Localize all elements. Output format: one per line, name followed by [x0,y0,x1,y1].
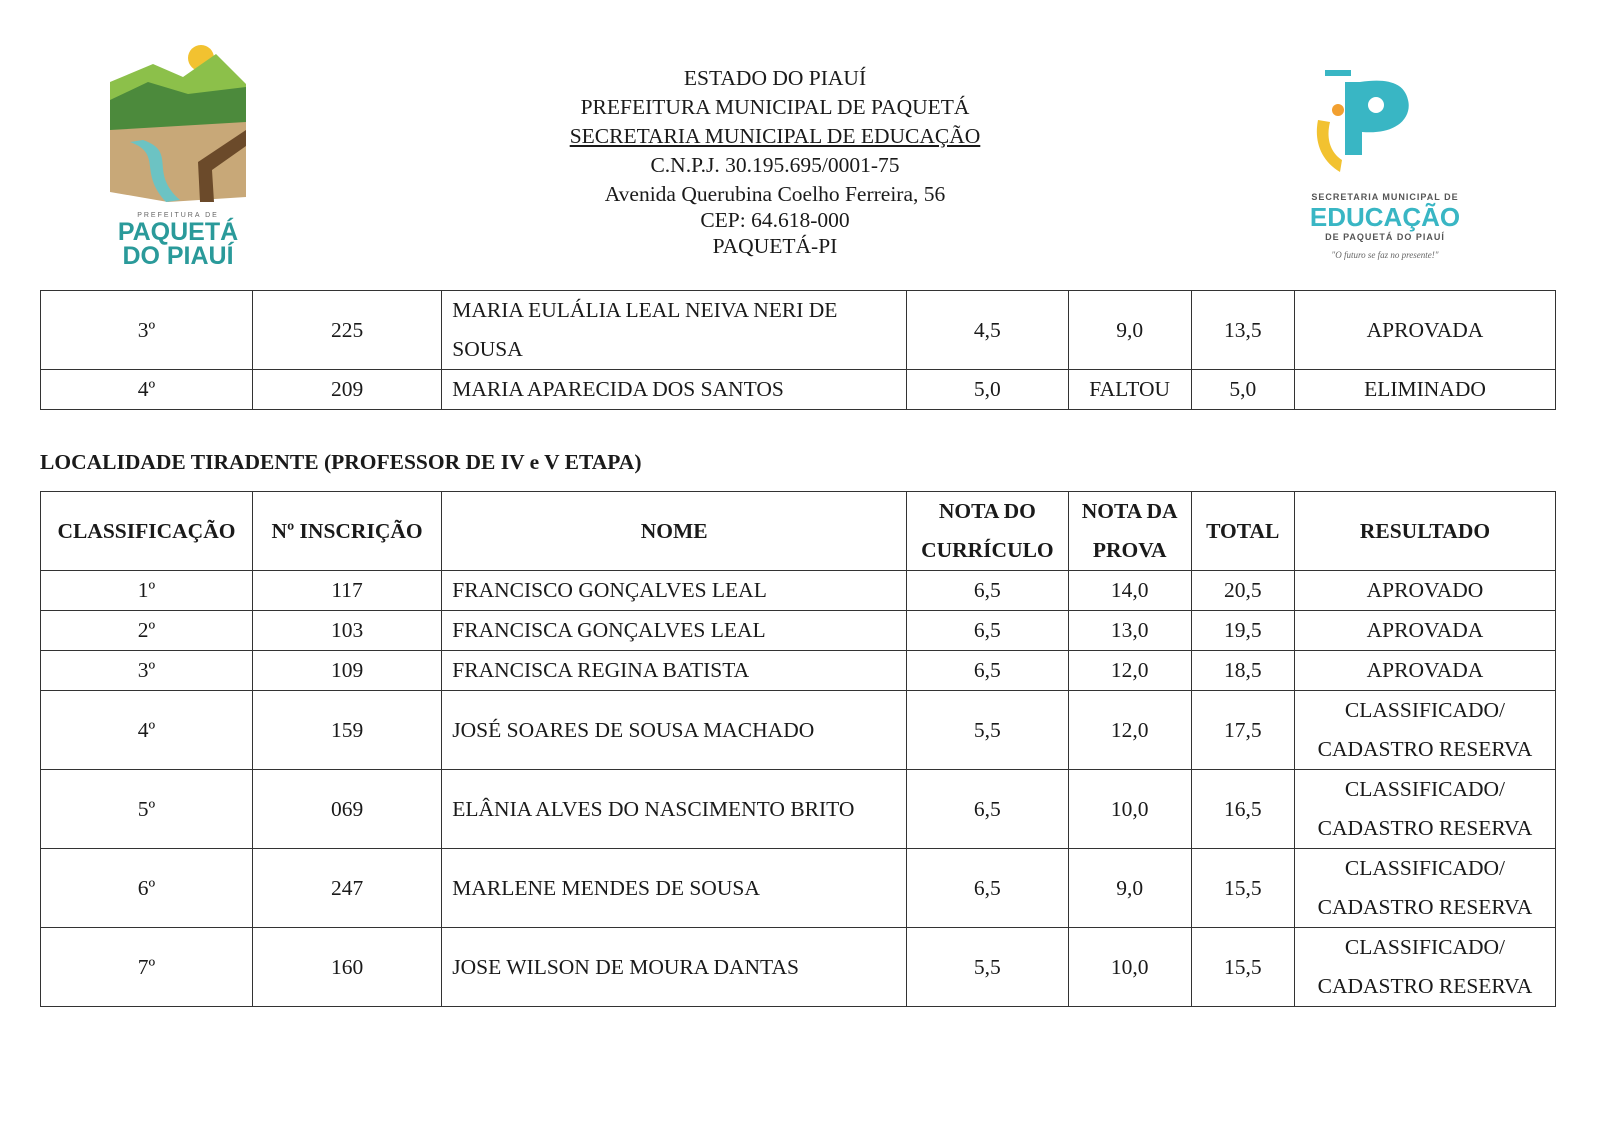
cell-inscricao: 117 [252,571,441,611]
cell-total: 16,5 [1191,770,1294,849]
table-row [41,651,1556,691]
table-row [41,770,1556,849]
cell-total: 17,5 [1191,691,1294,770]
header-prova [1068,492,1191,571]
cell-resultado [1294,651,1555,691]
cell-nome-line2: SOUSA [452,337,523,361]
cell-prova: 14,0 [1068,571,1191,611]
cell-resultado-line1: CLASSIFICADO/ [1344,935,1506,959]
cell-classificacao: 4º [41,691,253,770]
table-row [41,849,1556,928]
cell-curriculo: 6,5 [907,770,1069,849]
header-inscricao: Nº INSCRIÇÃO [252,492,441,571]
cell-prova: FALTOU [1068,370,1191,410]
cell-resultado [1294,770,1555,849]
cell-resultado: APROVADA [1294,291,1555,370]
cell-nome: FRANCISCO GONÇALVES LEAL [442,571,907,611]
cell-total: 18,5 [1191,651,1294,691]
cell-inscricao: 160 [252,928,441,1007]
header-nome: NOME [442,492,907,571]
results-table-continuation [40,290,1556,410]
cell-prova: 12,0 [1068,651,1191,691]
cell-inscricao: 159 [252,691,441,770]
cell-prova: 10,0 [1068,928,1191,1007]
header-prova-line1: NOTA DA [1081,499,1178,523]
header-curriculo [907,492,1069,571]
header-cep: CEP: 64.618-000 [700,208,850,232]
cell-classificacao: 2º [41,611,253,651]
header-address: Avenida Querubina Coelho Ferreira, 56 [604,182,946,206]
header-prefeitura: PREFEITURA MUNICIPAL DE PAQUETÁ [580,95,970,119]
table-row [41,291,1556,370]
cell-nome: FRANCISCA REGINA BATISTA [442,651,907,691]
cell-prova: 12,0 [1068,691,1191,770]
cell-curriculo: 6,5 [907,651,1069,691]
cell-nome [442,291,907,370]
cell-resultado-line1: APROVADA [1366,658,1484,682]
cell-resultado-line2: CADASTRO RESERVA [1317,974,1533,998]
cell-curriculo: 5,5 [907,691,1069,770]
header-curriculo-line2: CURRÍCULO [921,538,1054,562]
header-total: TOTAL [1191,492,1294,571]
header-classificacao: CLASSIFICAÇÃO [41,492,253,571]
cell-total: 15,5 [1191,928,1294,1007]
section-title: LOCALIDADE TIRADENTE (PROFESSOR DE IV e V ETAPA) [40,450,642,474]
cell-inscricao: 109 [252,651,441,691]
header-resultado: RESULTADO [1294,492,1555,571]
svg-text:DE PAQUETÁ DO PIAUÍ: DE PAQUETÁ DO PIAUÍ [1325,232,1445,242]
svg-text:SECRETARIA MUNICIPAL DE: SECRETARIA MUNICIPAL DE [1311,192,1459,202]
table-row [41,928,1556,1007]
cell-classificacao: 5º [41,770,253,849]
cell-inscricao: 103 [252,611,441,651]
cell-resultado-line2: CADASTRO RESERVA [1317,895,1533,919]
cell-curriculo: 6,5 [907,611,1069,651]
cell-total: 5,0 [1191,370,1294,410]
cell-classificacao: 3º [41,651,253,691]
cell-prova: 9,0 [1068,291,1191,370]
cell-curriculo: 5,5 [907,928,1069,1007]
cell-resultado [1294,849,1555,928]
cell-resultado [1294,571,1555,611]
cell-prova: 9,0 [1068,849,1191,928]
cell-resultado-line1: CLASSIFICADO/ [1344,698,1506,722]
header-city: PAQUETÁ-PI [712,234,838,258]
svg-text:PAQUETÁ: PAQUETÁ [117,218,239,246]
cell-classificacao: 7º [41,928,253,1007]
cell-prova: 10,0 [1068,770,1191,849]
cell-nome: FRANCISCA GONÇALVES LEAL [442,611,907,651]
table-row [41,611,1556,651]
cell-prova: 13,0 [1068,611,1191,651]
cell-nome: JOSÉ SOARES DE SOUSA MACHADO [442,691,907,770]
cell-resultado-line1: CLASSIFICADO/ [1344,856,1506,880]
header-state: ESTADO DO PIAUÍ [683,66,867,90]
cell-resultado-line2: CADASTRO RESERVA [1317,737,1533,761]
cell-total: 20,5 [1191,571,1294,611]
cell-inscricao: 069 [252,770,441,849]
cell-nome: JOSE WILSON DE MOURA DANTAS [442,928,907,1007]
cell-classificacao: 3º [41,291,253,370]
paqueta-logo [108,42,258,267]
cell-total: 13,5 [1191,291,1294,370]
cell-inscricao: 209 [252,370,441,410]
cell-curriculo: 5,0 [907,370,1069,410]
cell-nome: MARLENE MENDES DE SOUSA [442,849,907,928]
cell-curriculo: 6,5 [907,849,1069,928]
cell-nome-line1: MARIA EULÁLIA LEAL NEIVA NERI DE [452,298,838,322]
cell-resultado-line1: CLASSIFICADO/ [1344,777,1506,801]
cell-inscricao: 225 [252,291,441,370]
table-header-row [41,492,1556,571]
table-row [41,691,1556,770]
header-secretaria: SECRETARIA MUNICIPAL DE EDUCAÇÃO [569,124,981,148]
cell-nome: MARIA APARECIDA DOS SANTOS [442,370,907,410]
cell-resultado [1294,611,1555,651]
cell-classificacao: 6º [41,849,253,928]
header-cnpj: C.N.P.J. 30.195.695/0001-75 [650,153,900,177]
cell-classificacao: 4º [41,370,253,410]
cell-resultado [1294,928,1555,1007]
cell-resultado-line1: APROVADA [1366,618,1484,642]
cell-inscricao: 247 [252,849,441,928]
cell-classificacao: 1º [41,571,253,611]
table-row [41,370,1556,410]
svg-text:"O futuro se faz no presente!": "O futuro se faz no presente!" [1331,250,1439,260]
cell-total: 15,5 [1191,849,1294,928]
svg-text:EDUCAÇÃO: EDUCAÇÃO [1309,202,1461,232]
results-table [40,491,1556,1007]
cell-curriculo: 6,5 [907,571,1069,611]
document-header [455,64,1095,261]
table-row [41,571,1556,611]
header-curriculo-line1: NOTA DO [938,499,1036,523]
svg-text:DO PIAUÍ: DO PIAUÍ [122,242,234,267]
cell-nome: ELÂNIA ALVES DO NASCIMENTO BRITO [442,770,907,849]
cell-total: 19,5 [1191,611,1294,651]
cell-resultado-line2: CADASTRO RESERVA [1317,816,1533,840]
cell-resultado-line1: APROVADO [1366,578,1484,602]
cell-resultado [1294,691,1555,770]
cell-curriculo: 4,5 [907,291,1069,370]
svg-text:PREFEITURA DE: PREFEITURA DE [137,212,219,219]
header-prova-line2: PROVA [1092,538,1167,562]
educacao-logo [1300,60,1470,270]
cell-resultado: ELIMINADO [1294,370,1555,410]
